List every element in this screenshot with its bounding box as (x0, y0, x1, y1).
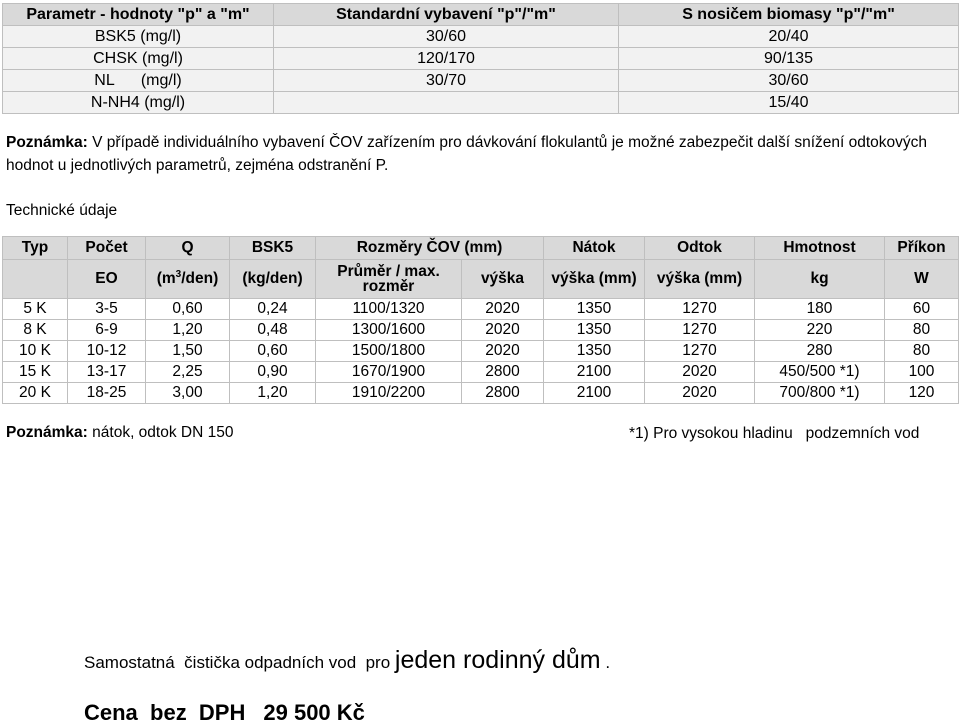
table-row: 8 K 6-9 1,20 0,48 1300/1600 2020 1350 1270 220 80 (3, 320, 959, 341)
table-row: 20 K 18-25 3,00 1,20 1910/2200 2800 2100 2020 700/800 *1) 120 (3, 383, 959, 404)
note-text: nátok, odtok DN 150 (87, 424, 234, 441)
product-description: Samostatná čistička odpadních vod pro jeden rodinný dům . (84, 646, 611, 674)
col-count: Počet (68, 237, 146, 260)
unit-diameter: Průměr / max. rozměr (316, 260, 462, 299)
param-name: BSK5 (mg/l) (3, 26, 274, 48)
unit-q: $(m^3/den)$ (146, 260, 230, 299)
param-header-biomass: S nosičem biomasy "p"/"m" (619, 4, 959, 26)
table-row: 5 K 3-5 0,60 0,24 1100/1320 2020 1350 1270 180 60 (3, 299, 959, 320)
col-type: Typ (3, 237, 68, 260)
unit-bsk5: (kg/den) (230, 260, 316, 299)
col-weight: Hmotnost (755, 237, 885, 260)
param-standard-value (274, 92, 619, 114)
price-label: Cena bez DPH (84, 700, 246, 725)
product-highlight: jeden rodinný dům (394, 646, 601, 674)
table-row: 10 K 10-12 1,50 0,60 1500/1800 2020 1350 1270 280 80 (3, 341, 959, 362)
param-standard-value: 30/70 (274, 70, 619, 92)
param-name: CHSK (mg/l) (3, 48, 274, 70)
col-outflow: Odtok (645, 237, 755, 260)
price-line (84, 700, 365, 726)
param-name: NL (mg/l) (3, 70, 274, 92)
param-header-standard: Standardní vybavení "p"/"m" (274, 4, 619, 26)
unit-weight: kg (755, 260, 885, 299)
unit-inflow: výška (mm) (544, 260, 645, 299)
param-header-name: Parametr - hodnoty "p" a "m" (3, 4, 274, 26)
unit-height: výška (462, 260, 544, 299)
param-biomass-value: 90/135 (619, 48, 959, 70)
param-biomass-value: 15/40 (619, 92, 959, 114)
table-row: 15 K 13-17 2,25 0,90 1670/1900 2800 2100 2020 450/500 *1) 100 (3, 362, 959, 383)
table-row (3, 92, 959, 114)
col-power: Příkon (885, 237, 959, 260)
col-bsk5: BSK5 (230, 237, 316, 260)
param-standard-value: 30/60 (274, 26, 619, 48)
unit-eo: EO (68, 260, 146, 299)
param-name: N-NH4 (mg/l) (3, 92, 274, 114)
table-row (3, 48, 959, 70)
note-text: V případě individuálního vybavení ČOV zařízením pro dávkování flokulantů je možné zabezpečit další snížení odtokových hodnot u jednotlivých parametrů, zejména odstranění P. (6, 134, 928, 174)
parameter-table (2, 3, 959, 114)
param-biomass-value: 20/40 (619, 26, 959, 48)
note-pipes (6, 424, 233, 442)
col-inflow: Nátok (544, 237, 645, 260)
section-title: Technické údaje (6, 202, 118, 219)
note-flocculant (6, 131, 956, 177)
unit-outflow: výška (mm) (645, 260, 755, 299)
param-standard-value: 120/170 (274, 48, 619, 70)
table-row (3, 26, 959, 48)
price-value: 29 500 Kč (263, 700, 365, 725)
unit-power: W (885, 260, 959, 299)
technical-table (2, 236, 959, 404)
footnote-groundwater: *1) Pro vysokou hladinu podzemních vod (629, 425, 920, 442)
col-q: Q (146, 237, 230, 260)
table-row (3, 70, 959, 92)
param-biomass-value: 30/60 (619, 70, 959, 92)
col-dimensions: Rozměry ČOV (mm) (316, 237, 544, 260)
note-label: Poznámka: (6, 134, 88, 151)
note-label: Poznámka: (6, 424, 88, 441)
